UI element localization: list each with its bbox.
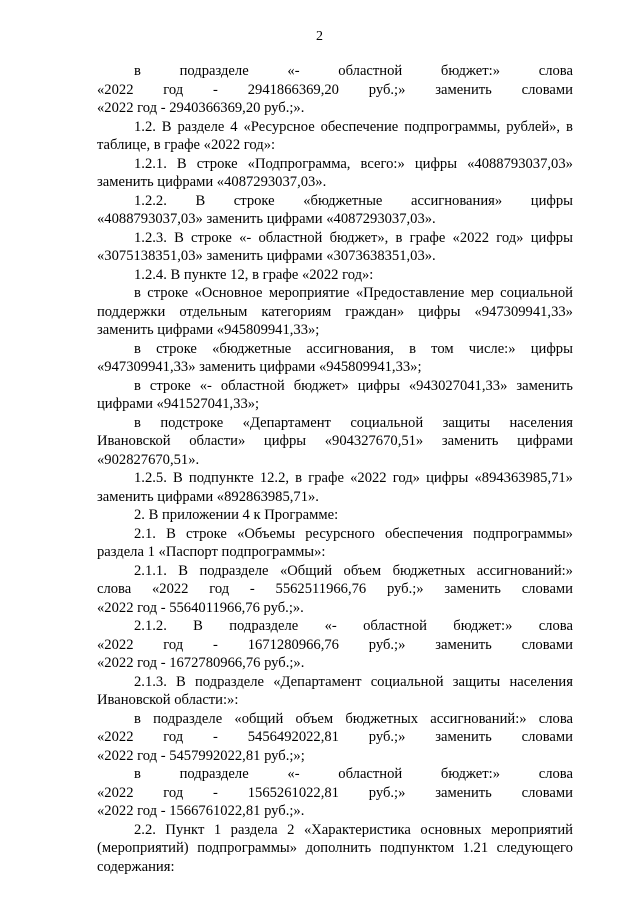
text-line: в подразделе «- областной бюджет:» слова: [134, 63, 573, 79]
text-line: 1.2. В разделе 4 «Ресурсное обеспечение подпрограммы, рублей», в: [134, 118, 573, 135]
text-line: 1.2.3. В строке «- областной бюджет», в графе «2022 год» цифры: [134, 229, 573, 246]
text-line: в строке «Основное мероприятие «Предоставление мер социальной: [134, 285, 573, 301]
text-line: 2. В приложении 4 к Программе:: [134, 507, 339, 523]
text-line: «4088793037,03» заменить цифрами «4087293037,03».: [97, 211, 436, 227]
text-line: в подразделе «общий объем бюджетных ассигнований:» слова: [134, 710, 573, 727]
text-line: «2022 год - 5456492022,81 руб.;» заменить словами: [97, 729, 573, 745]
text-line: Ивановской области:»:: [97, 692, 239, 708]
text-line: в строке «- областной бюджет» цифры «943027041,33» заменить: [134, 377, 573, 394]
text-line: 2.1.1. В подразделе «Общий объем бюджетных ассигнований:»: [134, 562, 573, 579]
text-line: поддержки отдельным категориям граждан» цифры «947309941,33»: [97, 303, 573, 320]
text-line: в подстроке «Департамент социальной защиты населения: [134, 414, 573, 431]
text-line: «2022 год - 5564011966,76 руб.;».: [97, 599, 304, 616]
text-line: «902827670,51».: [97, 451, 200, 468]
text-line: «3075138351,03» заменить цифрами «3073638351,03».: [97, 248, 436, 264]
text-line: «2022 год - 1566761022,81 руб.;».: [97, 803, 305, 819]
text-line: «2022 год - 2940366369,20 руб.;».: [97, 100, 305, 116]
text-line: заменить цифрами «4087293037,03».: [97, 174, 327, 190]
text-line: цифрами «941527041,33»;: [97, 396, 260, 412]
text-line: таблице, в графе «2022 год»:: [97, 137, 276, 153]
page-number: 2: [316, 29, 323, 44]
text-line: заменить цифрами «945809941,33»;: [97, 322, 320, 338]
text-line: 2.1. В строке «Объемы ресурсного обеспечения подпрограммы»: [134, 525, 573, 542]
text-line: 2.1.2. В подразделе «- областной бюджет:» слова: [134, 618, 573, 634]
text-line: раздела 1 «Паспорт подпрограммы»:: [97, 544, 326, 560]
text-line: «2022 год - 5457992022,81 руб.;»;: [97, 747, 305, 764]
text-line: заменить цифрами «892863985,71».: [97, 488, 319, 505]
text-line: 1.2.2. В строке «бюджетные ассигнования» цифры: [134, 192, 573, 209]
text-line: слова «2022 год - 5562511966,76 руб.;» заменить словами: [97, 581, 573, 597]
text-line: 2.2. Пункт 1 раздела 2 «Характеристика основных мероприятий: [134, 821, 573, 838]
text-line: «2022 год - 1671280966,76 руб.;» заменить словами: [97, 636, 573, 653]
text-line: «2022 год - 1565261022,81 руб.;» заменить словами: [97, 784, 573, 801]
text-line: «2022 год - 1672780966,76 руб.;».: [97, 655, 305, 671]
text-line: (мероприятий) подпрограммы» дополнить подпунктом 1.21 следующего: [97, 840, 573, 856]
text-line: 1.2.1. В строке «Подпрограмма, всего:» цифры «4088793037,03»: [134, 155, 573, 172]
text-line: «2022 год - 2941866369,20 руб.;» заменить словами: [97, 81, 573, 98]
text-line: 1.2.4. В пункте 12, в графе «2022 год»:: [134, 266, 374, 283]
text-line: 2.1.3. В подразделе «Департамент социальной защиты населения: [134, 673, 573, 690]
text-line: в строке «бюджетные ассигнования, в том числе:» цифры: [134, 340, 573, 357]
text-line: «947309941,33» заменить цифрами «945809941,33»;: [97, 359, 422, 375]
text-line: 1.2.5. В подпункте 12.2, в графе «2022 год» цифры «894363985,71»: [134, 470, 573, 486]
document-body: [97, 62, 573, 876]
text-line: содержания:: [97, 858, 175, 875]
text-line: Ивановской области» цифры «904327670,51» заменить цифрами: [97, 433, 573, 449]
text-line: в подразделе «- областной бюджет:» слова: [134, 766, 573, 782]
